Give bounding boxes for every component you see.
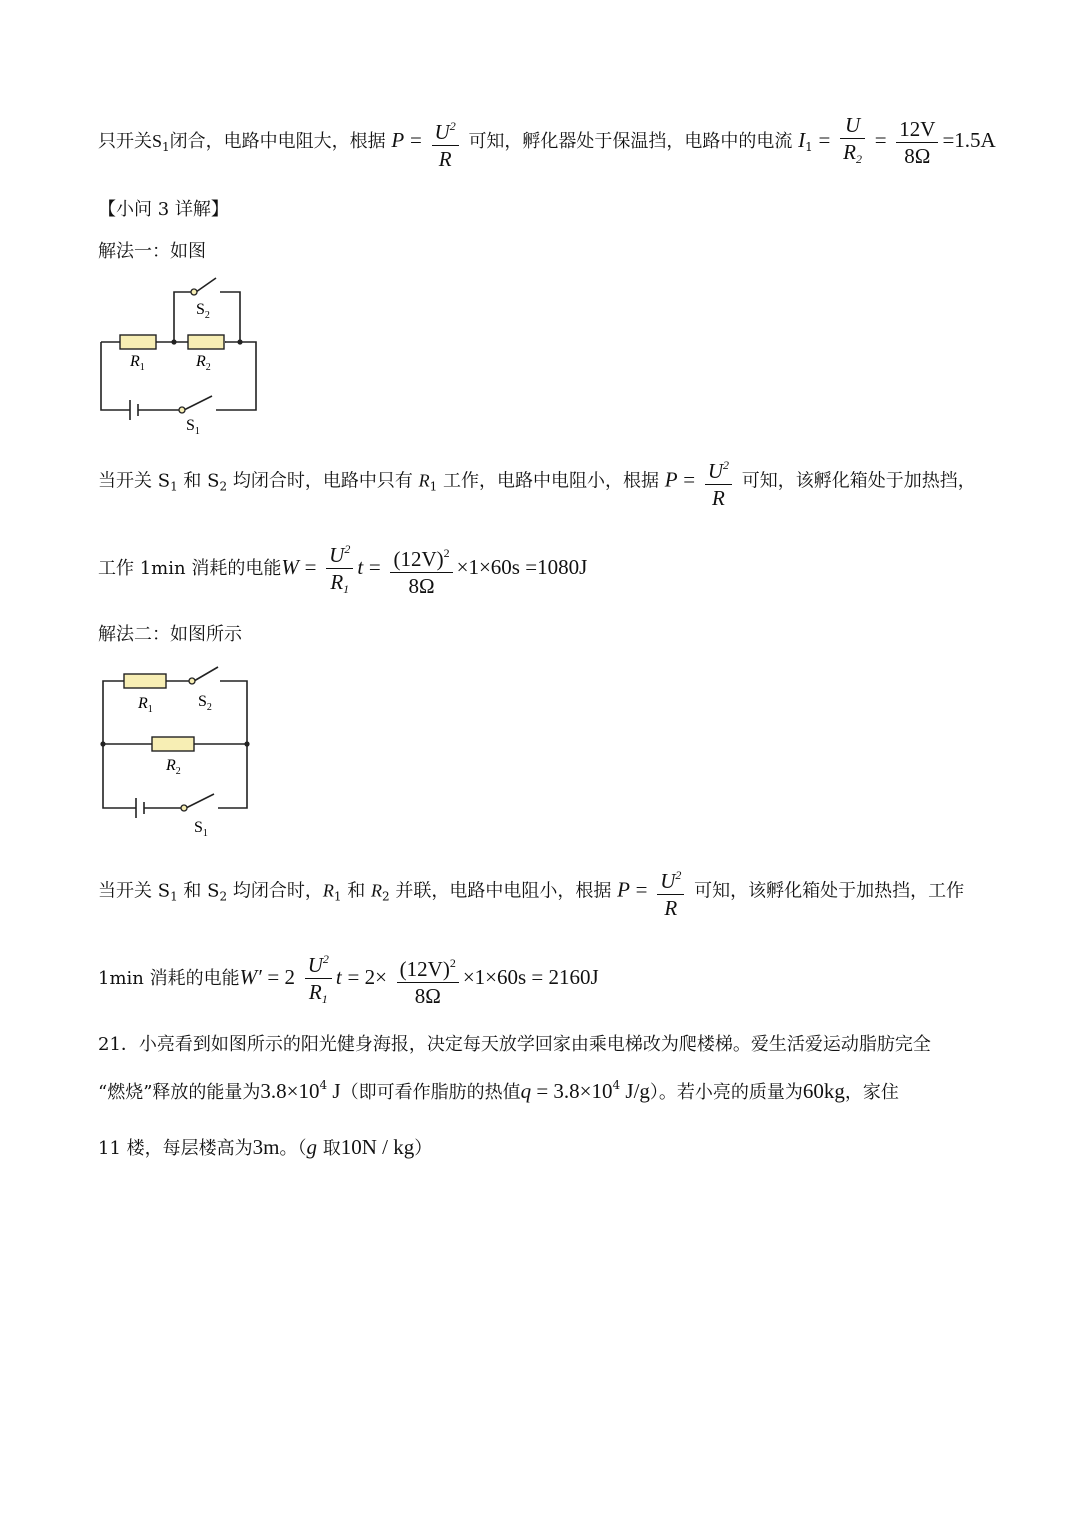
label-s2: $S_2$: [198, 693, 212, 713]
fraction-u-r2: [840, 112, 865, 172]
exponent: 4: [612, 1078, 621, 1092]
text: S: [152, 131, 163, 151]
numerator: U: [434, 119, 450, 144]
q21-line1: 21．小亮看到如图所示的阳光健身海报，决定每天放学回家由乘电梯改为爬楼梯。爱生活爱运动脂肪完全: [98, 1034, 931, 1055]
denominator: R: [664, 896, 678, 920]
subscript: 1: [321, 992, 328, 1006]
text: ，家住: [844, 1082, 899, 1103]
text: 均闭合时，电路中只有: [227, 470, 419, 492]
text: ）: [414, 1138, 433, 1159]
current-symbol: I: [798, 128, 806, 152]
q21-line3: [98, 1134, 432, 1160]
method1-title: 解法一：如图: [98, 241, 206, 262]
result: =1.5A: [942, 128, 996, 152]
numerator: U: [660, 869, 676, 893]
text: 取: [316, 1138, 341, 1159]
denominator: R: [712, 486, 725, 510]
label-r2: $R_2$: [166, 757, 181, 777]
equals: =: [818, 128, 831, 152]
text: 1min 消耗的电能: [98, 968, 240, 989]
numerator: (12V): [393, 546, 444, 571]
fraction-u2-r: [657, 862, 684, 921]
text: （即可看作脂肪的热值: [340, 1082, 521, 1103]
equals: =: [683, 467, 696, 492]
label-r1: $R_1$: [138, 695, 153, 715]
fraction-u2-r: [705, 452, 732, 511]
denominator: R: [438, 146, 452, 171]
equals: =: [409, 128, 422, 152]
text: 工作 1min 消耗的电能: [98, 558, 282, 579]
coefficient: = 2: [267, 965, 296, 989]
denominator: 8Ω: [904, 143, 931, 168]
exponent: 2: [675, 868, 682, 882]
subscript: 1: [170, 889, 178, 904]
text: 工作，电路中电阻小，根据: [437, 470, 659, 492]
subscript: 1: [805, 140, 813, 154]
time-symbol: t: [357, 555, 364, 579]
exponent: 2: [449, 118, 456, 133]
text: 和: [341, 880, 371, 902]
coefficient: = 2×: [347, 965, 387, 989]
energy-value: 3.8×10: [260, 1079, 320, 1103]
power-symbol: P: [664, 467, 678, 492]
heading-q3: 【小问 3 详解】: [98, 199, 229, 220]
q21-line2: [98, 1078, 899, 1104]
mass-value: 60kg: [802, 1079, 845, 1103]
denominator: R: [308, 980, 322, 1004]
fraction-u2-r1: [326, 536, 353, 602]
numerator: 12V: [896, 116, 938, 143]
text: 可知，该孵化箱处于加热挡，: [741, 470, 976, 492]
fraction-12v2-8ohm: [390, 540, 452, 599]
text: 只开关: [98, 131, 152, 152]
numerator: U: [840, 112, 865, 139]
fraction-12v2-8ohm: [397, 950, 459, 1009]
subscript: 1: [170, 479, 178, 494]
subscript: 1: [429, 479, 438, 494]
heat-value-symbol: q: [520, 1079, 532, 1103]
label-r1: $R_1$: [130, 353, 145, 373]
circuit-diagram-1: [90, 270, 270, 440]
subscript: 2: [381, 889, 390, 904]
denominator: R: [330, 570, 344, 594]
denominator: 8Ω: [408, 573, 435, 598]
exponent: 4: [319, 1078, 328, 1092]
gravity-symbol: g: [306, 1135, 317, 1159]
energy-symbol: W′: [239, 965, 262, 989]
height-value: 3m: [252, 1135, 280, 1159]
subscript: 1: [333, 889, 342, 904]
exponent: 2: [322, 952, 329, 966]
unit: J/g: [620, 1079, 650, 1103]
text: 和 S: [177, 880, 220, 902]
numerator: (12V): [399, 956, 450, 981]
text: 可知，孵化器处于保温挡，电路中的电流: [468, 131, 793, 152]
subscript: 2: [855, 152, 862, 166]
text: 可知，该孵化箱处于加热挡，工作: [694, 880, 965, 902]
text: 11 楼，每层楼高为: [98, 1138, 253, 1159]
numerator: U: [707, 459, 723, 483]
label-s2: $S_2$: [196, 301, 210, 321]
circuit-diagram-2: [90, 658, 265, 843]
text: 当开关 S: [98, 470, 171, 492]
method2-text: [98, 862, 964, 921]
text: 当开关 S: [98, 880, 171, 902]
equals: =: [368, 555, 381, 579]
label-s1: $S_1$: [194, 819, 208, 839]
gravity-value: 10N / kg: [340, 1135, 415, 1159]
exponent: 2: [723, 458, 729, 472]
exponent: 2: [443, 545, 450, 560]
numerator: U: [307, 953, 323, 977]
fraction-12v-8ohm: [896, 116, 938, 169]
resistor-symbol: R: [370, 880, 382, 901]
denominator: 8Ω: [414, 983, 441, 1008]
fraction-u2-r1: [305, 946, 332, 1012]
method2-work: [98, 946, 599, 1012]
energy-symbol: W: [281, 555, 299, 579]
time-symbol: t: [335, 965, 342, 989]
text: 和 S: [177, 470, 220, 492]
text: “燃烧”释放的能量为: [98, 1082, 261, 1103]
subscript: 1: [162, 140, 170, 154]
exponent: 2: [449, 955, 456, 970]
text: 并联，电路中电阻小，根据: [389, 880, 612, 902]
equals: =: [874, 128, 887, 152]
result: ×1×60s =1080J: [456, 555, 588, 579]
text: 。（: [279, 1138, 307, 1159]
subscript: 2: [219, 889, 228, 904]
equals: =: [304, 555, 317, 579]
result: ×1×60s = 2160J: [462, 965, 599, 989]
denominator: R: [843, 140, 856, 164]
method2-title: 解法二：如图所示: [98, 624, 242, 645]
sec1-line: [98, 112, 996, 172]
text: 均闭合时，: [227, 880, 323, 902]
subscript: 2: [219, 479, 228, 494]
subscript: 1: [343, 582, 350, 596]
resistor-symbol: R: [322, 880, 334, 901]
text: ）。若小亮的质量为: [649, 1082, 803, 1103]
resistor-symbol: R: [418, 470, 430, 491]
numerator: U: [329, 543, 345, 567]
power-symbol: P: [391, 128, 405, 152]
fraction-u2-r: [432, 113, 459, 172]
power-symbol: P: [617, 877, 630, 902]
equals: =: [635, 877, 648, 902]
unit: J: [327, 1079, 341, 1103]
method1-work: [98, 536, 587, 602]
heat-value: = 3.8×10: [531, 1079, 613, 1103]
label-r2: $R_2$: [196, 353, 211, 373]
method1-text: [98, 452, 976, 511]
text: 闭合，电路中电阻大，根据: [169, 131, 386, 152]
exponent: 2: [344, 542, 351, 556]
label-s1: $S_1$: [186, 417, 200, 437]
